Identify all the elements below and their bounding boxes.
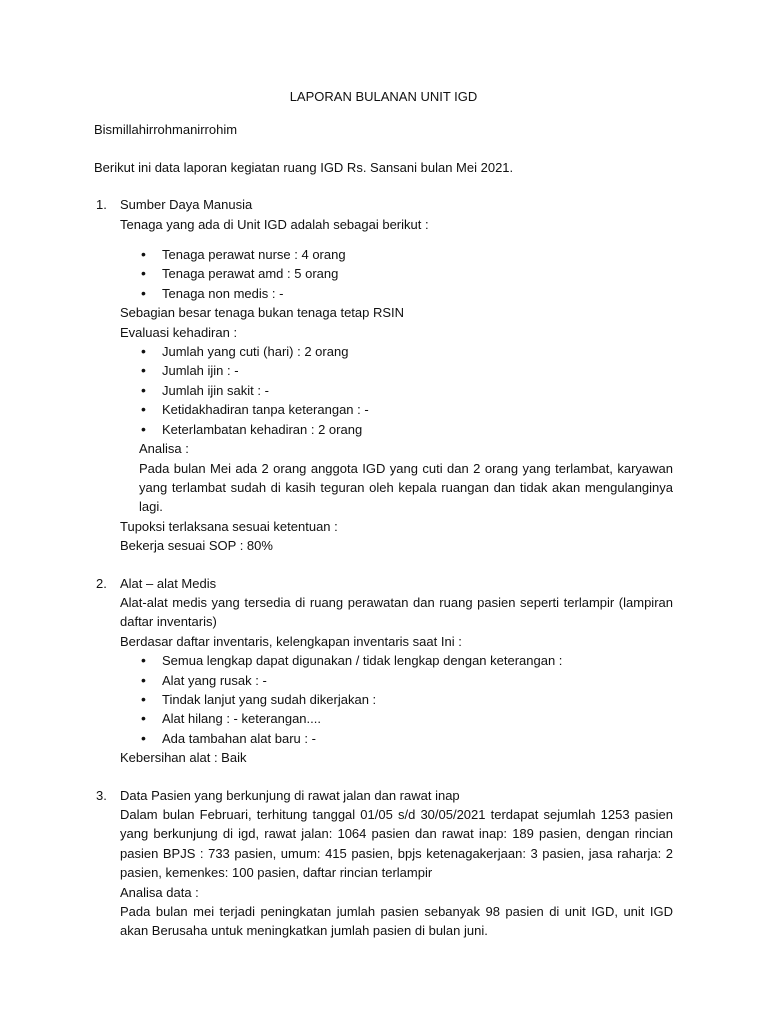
section-heading: Data Pasien yang berkunjung di rawat jalan dan rawat inap [120,787,460,803]
intro-paragraph: Berikut ini data laporan kegiatan ruang IGD Rs. Sansani bulan Mei 2021. [94,159,514,175]
section-number: 1. [96,197,107,213]
inventory-basis: Berdasar daftar inventaris, kelengkapan inventaris saat Ini : [120,633,462,649]
report-title: LAPORAN BULANAN UNIT IGD [289,89,478,104]
list-item: • Alat hilang : - keterangan.... [120,709,673,728]
spacer [94,768,673,786]
cleanliness-text: Kebersihan alat : Baik [120,750,247,766]
list-item: • Semua lengkap dapat digunakan / tidak lengkap dengan keterangan : [120,651,673,670]
sop-text: Bekerja sesuai SOP : 80% [120,538,273,554]
staff-list [120,245,673,303]
patient-summary: Dalam bulan Februari, terhitung tanggal 01/05 s/d 30/05/2021 terdapat sejumlah 1253 pasien yang berkunjung di igd, rawat jalan: 1064 pasien dan rawat inap: 189 pasien, dengan rincian pasien BPJS : 733 pasien, umum: 415 pasien, bpjs ketenagakerjaan: 3 pasien, jasa raharja: 2 pasien, kemenkes: 100 pasien, daftar rincian terlampir [120,807,673,881]
list-item: • Jumlah yang cuti (hari) : 2 orang [120,342,673,361]
section-number: 2. [96,575,107,591]
section-medical-equipment [94,574,673,768]
section-number: 3. [96,787,107,803]
section-heading: Alat – alat Medis [120,575,217,591]
list-item: • Tenaga perawat nurse : 4 orang [120,245,673,264]
analysis-label: Analisa : [139,441,189,457]
staff-note: Sebagian besar tenaga bukan tenaga tetap RSIN [120,305,405,321]
section-human-resources [94,195,673,555]
attendance-list [120,342,673,439]
analysis-label: Analisa data : [120,884,199,900]
list-item: • Tindak lanjut yang sudah dikerjakan : [120,690,673,709]
spacer [94,177,673,195]
analysis-text: Pada bulan Mei ada 2 orang anggota IGD yang cuti dan 2 orang yang terlambat, karyawan yang terlambat sudah di kasih teguran oleh kepala ruangan dan tidak akan mengulanginya lagi. [139,460,673,515]
list-item: • Alat yang rusak : - [120,671,673,690]
equipment-list [120,651,673,748]
list-item: • Ketidakhadiran tanpa keterangan : - [120,400,673,419]
section-lead: Alat-alat medis yang tersedia di ruang perawatan dan ruang pasien seperti terlampir (lampiran daftar inventaris) [120,594,673,630]
analysis-text: Pada bulan mei terjadi peningkatan jumlah pasien sebanyak 98 pasien di unit IGD, unit IGD akan Berusaha untuk meningkatkan jumlah pasien di bulan juni. [120,904,673,939]
list-item: • Tenaga non medis : - [120,284,673,303]
attendance-label: Evaluasi kehadiran : [120,324,238,340]
list-item: • Keterlambatan kehadiran : 2 orang [120,420,673,439]
list-item: • Ada tambahan alat baru : - [120,729,673,748]
section-lead: Tenaga yang ada di Unit IGD adalah sebagai berikut : [120,216,429,232]
list-item: • Jumlah ijin sakit : - [120,381,673,400]
spacer [94,140,673,158]
list-item: • Jumlah ijin : - [120,361,673,380]
duties-text: Tupoksi terlaksana sesuai ketentuan : [120,518,338,534]
section-patient-data [94,786,673,941]
spacer [94,556,673,574]
section-heading: Sumber Daya Manusia [120,197,253,213]
greeting: Bismillahirrohmanirrohim [94,122,238,138]
list-item: • Tenaga perawat amd : 5 orang [120,264,673,283]
